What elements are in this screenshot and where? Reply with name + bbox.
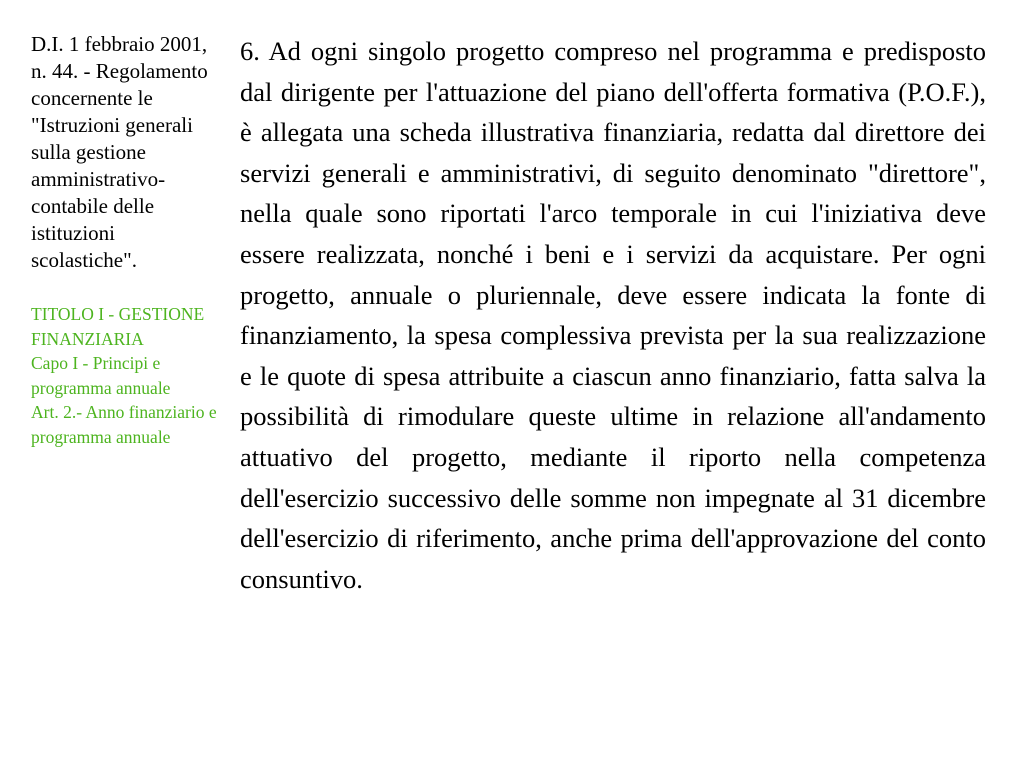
decree-citation: D.I. 1 febbraio 2001, n. 44. - Regolamento concernente le "Istruzioni generali sulla gestione amministrativo-contabile delle istituzioni scolastiche". <box>31 32 208 272</box>
chapter-line: Capo I - Principi e programma annuale <box>31 353 171 398</box>
title-line: TITOLO I - GESTIONE FINANZIARIA <box>31 304 205 349</box>
main-content <box>240 31 986 599</box>
sidebar <box>31 31 221 449</box>
section-heading <box>31 302 221 449</box>
article-paragraph: 6. Ad ogni singolo progetto compreso nel programma e predisposto dal dirigente per l'attuazione del piano dell'offerta formativa (P.O.F.), è allegata una scheda illustrativa finanziaria, redatta dal direttore dei servizi generali e amministrativi, di seguito denominato "direttore", nella quale sono riportati l'arco temporale in cui l'iniziativa deve essere realizzata, nonché i beni e i servizi da acquistare. Per ogni progetto, annuale o pluriennale, deve essere indicata la fonte di finanziamento, la spesa complessiva prevista per la sua realizzazione e le quote di spesa attribuite a ciascun anno finanziario, fatta salva la possibilità di rimodulare queste ultime in relazione all'andamento attuativo del progetto, mediante il riporto nella competenza dell'esercizio successivo delle somme non impegnate al 31 dicembre dell'esercizio di riferimento, anche prima dell'approvazione del conto consuntivo. <box>240 36 986 594</box>
article-line: Art. 2.- Anno finanziario e programma annuale <box>31 402 217 447</box>
